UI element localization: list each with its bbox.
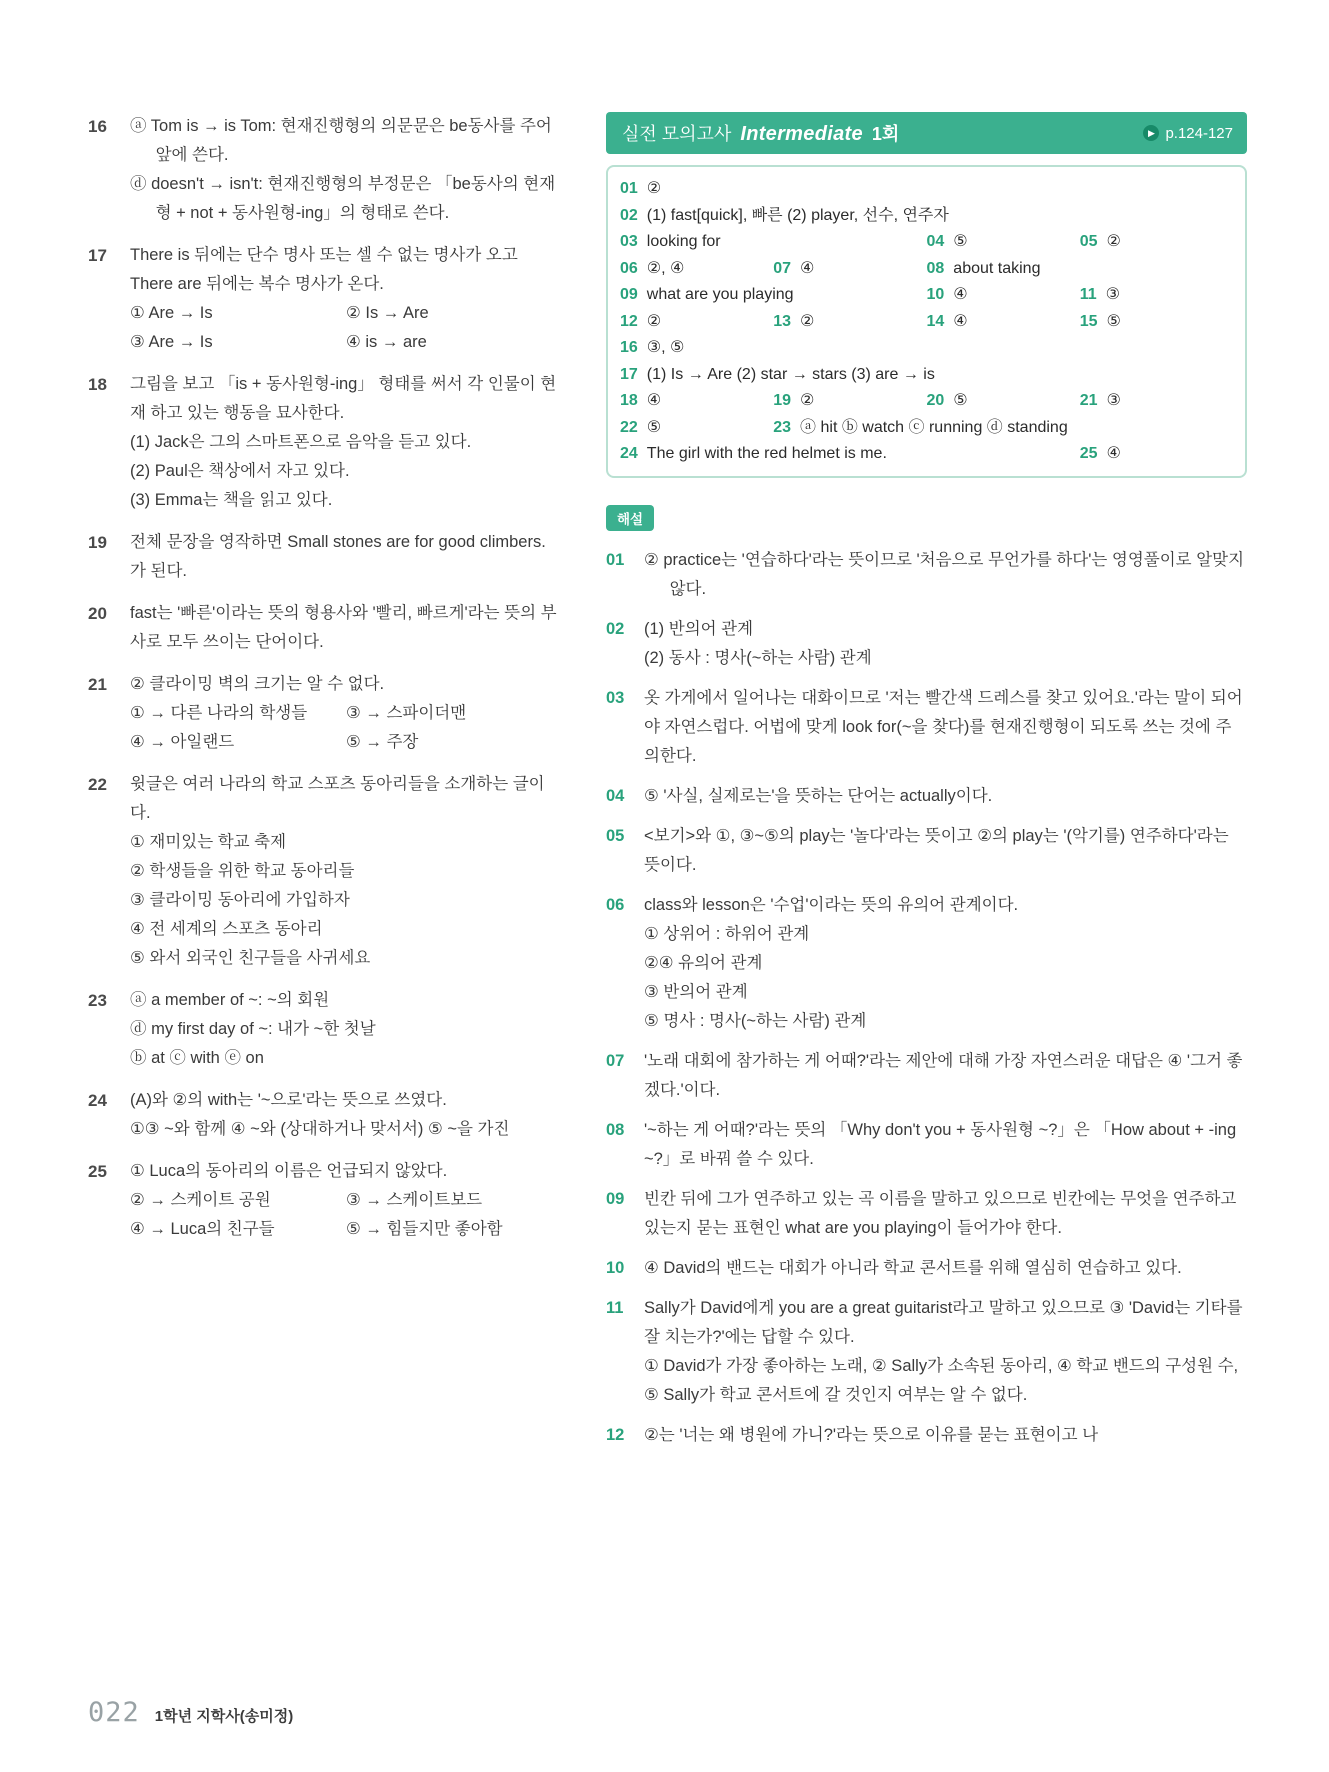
answer-number: 07 bbox=[773, 259, 792, 277]
answer-value: ④ bbox=[646, 392, 662, 409]
explanation-item bbox=[606, 891, 1247, 1036]
text-line: '~하는 게 어때?'라는 뜻의 「Why don't you + 동사원형 ~?」은 「How about + -ing ~?」로 바꿔 쓸 수 있다. bbox=[644, 1120, 1237, 1168]
page-footer bbox=[88, 1697, 293, 1728]
text-line: ④ David의 밴드는 대회가 아니라 학교 콘서트를 위해 열심히 연습하고 있다. bbox=[644, 1258, 1182, 1277]
item-number: 10 bbox=[606, 1258, 625, 1277]
item-number: 25 bbox=[88, 1162, 107, 1181]
answer-row bbox=[620, 441, 1233, 468]
item-number: 12 bbox=[606, 1425, 625, 1444]
item-body bbox=[130, 112, 562, 228]
item-number: 05 bbox=[606, 826, 625, 845]
item-body bbox=[130, 599, 562, 657]
answer-cell bbox=[620, 256, 773, 283]
option-pair-row bbox=[130, 1186, 562, 1215]
item-body bbox=[130, 670, 562, 757]
answer-number: 11 bbox=[1079, 286, 1097, 303]
answer-cell bbox=[773, 256, 926, 283]
text-line: ⑤ 명사 : 명사(~하는 사람) 관계 bbox=[644, 1011, 867, 1030]
text-line: ⓐ Tom is → is Tom: 현재진행형의 의문문은 be동사를 주어 앞에 쓴다. bbox=[130, 117, 552, 164]
text-line: ⑤ 와서 외국인 친구들을 사귀세요 bbox=[130, 949, 371, 967]
text-line: ① 상위어 : 하위어 관계 bbox=[644, 924, 810, 943]
explanation-item bbox=[606, 615, 1247, 673]
text-line: ④ 전 세계의 스포츠 동아리 bbox=[130, 920, 323, 938]
explanation-section bbox=[606, 478, 1247, 1450]
left-item bbox=[88, 112, 562, 228]
answer-value: ④ bbox=[953, 286, 968, 303]
answer-cell bbox=[1080, 229, 1233, 256]
answer-cell bbox=[1080, 441, 1233, 468]
answer-value: ② bbox=[646, 312, 662, 330]
item-number: 16 bbox=[88, 117, 107, 136]
answer-cell bbox=[927, 309, 1080, 336]
answer-number: 12 bbox=[620, 312, 638, 330]
answer-cell bbox=[773, 415, 1233, 442]
text-line: There is 뒤에는 단수 명사 또는 셀 수 없는 명사가 오고 There are 뒤에는 복수 명사가 온다. bbox=[130, 246, 518, 293]
text-line: ① Luca의 동아리의 이름은 언급되지 않았다. bbox=[130, 1162, 448, 1180]
answer-cell bbox=[620, 176, 1233, 203]
explanation-item bbox=[606, 1047, 1247, 1105]
answer-row bbox=[620, 309, 1233, 336]
answer-value: ⑤ bbox=[953, 392, 968, 409]
text-line: ⑤ '사실, 실제로는'을 뜻하는 단어는 actually이다. bbox=[644, 786, 993, 805]
answer-number: 18 bbox=[620, 392, 638, 409]
answer-value: (1) fast[quick], 빠른 (2) player, 선수, 연주자 bbox=[646, 206, 949, 224]
text-line: ③ 클라이밍 동아리에 가입하자 bbox=[130, 891, 350, 909]
answer-cell bbox=[1080, 388, 1233, 415]
item-number: 01 bbox=[606, 550, 625, 569]
item-body bbox=[130, 241, 562, 357]
mock-test-level: Intermediate bbox=[740, 123, 863, 145]
left-item bbox=[88, 1086, 562, 1144]
text-line: ① David가 가장 좋아하는 노래, ② Sally가 소속된 동아리, ④ 학교 밴드의 구성원 수, ⑤ Sally가 학교 콘서트에 갈 것인지 여부는 알 수 없다. bbox=[644, 1356, 1239, 1404]
text-line: ② 클라이밍 벽의 크기는 알 수 없다. bbox=[130, 675, 385, 693]
answer-value: ② bbox=[646, 180, 662, 197]
answer-number: 10 bbox=[926, 286, 945, 303]
item-number: 24 bbox=[88, 1091, 107, 1110]
option-pair-row bbox=[130, 328, 562, 357]
answer-value: ② bbox=[800, 392, 815, 409]
option-text: ① Are → Is bbox=[130, 304, 213, 322]
option-text: ③ → 스파이더맨 bbox=[346, 704, 467, 722]
item-number: 07 bbox=[606, 1051, 625, 1070]
explanation-item bbox=[606, 1421, 1247, 1450]
item-body bbox=[130, 770, 562, 973]
answer-cell bbox=[620, 203, 1233, 230]
item-number: 11 bbox=[606, 1298, 624, 1317]
item-body bbox=[130, 1086, 562, 1144]
text-line: 옷 가게에서 일어나는 대화이므로 '저는 빨간색 드레스를 찾고 있어요.'라는 말이 되어야 자연스럽다. 어법에 맞게 look for(~을 찾다)를 현재진행형이 되도록 쓰는 것에 주의한다. bbox=[644, 688, 1243, 765]
option-text: ③ → 스케이트보드 bbox=[346, 1191, 483, 1209]
explanation-item bbox=[606, 546, 1247, 604]
answer-number: 19 bbox=[773, 392, 792, 409]
answer-row bbox=[620, 388, 1233, 415]
item-number: 08 bbox=[606, 1120, 625, 1139]
item-number: 02 bbox=[606, 619, 625, 638]
answer-number: 01 bbox=[620, 180, 638, 197]
page-reference-text: p.124-127 bbox=[1165, 124, 1233, 142]
item-number: 18 bbox=[88, 375, 107, 394]
answer-cell bbox=[1080, 309, 1233, 336]
answer-number: 14 bbox=[926, 312, 945, 330]
item-body bbox=[130, 528, 562, 586]
answer-cell bbox=[927, 388, 1080, 415]
answer-value: ⓐ hit ⓑ watch ⓒ running ⓓ standing bbox=[800, 418, 1068, 436]
answer-cell bbox=[620, 415, 773, 442]
item-number: 23 bbox=[88, 991, 107, 1010]
left-item bbox=[88, 670, 562, 757]
answer-cell bbox=[620, 282, 927, 309]
option-text: ④ → Luca의 친구들 bbox=[130, 1220, 275, 1238]
explanation-badge: 해설 bbox=[606, 505, 654, 531]
left-item bbox=[88, 986, 562, 1073]
text-line: ⓓ my first day of ~: 내가 ~한 첫날 bbox=[130, 1020, 376, 1038]
answer-row bbox=[620, 176, 1233, 203]
item-number: 17 bbox=[88, 246, 107, 265]
text-line: '노래 대회에 참가하는 게 어때?'라는 제안에 대해 가장 자연스러운 대답은 ④ '그거 좋겠다.'이다. bbox=[644, 1051, 1243, 1099]
answer-number: 03 bbox=[620, 233, 638, 250]
answer-number: 09 bbox=[620, 286, 638, 303]
answer-cell bbox=[773, 309, 926, 336]
option-pair-row bbox=[130, 1215, 562, 1244]
page-number: 022 bbox=[88, 1697, 140, 1728]
answer-value: about taking bbox=[953, 259, 1041, 277]
answer-cell bbox=[927, 229, 1080, 256]
answer-row bbox=[620, 256, 1233, 283]
answer-number: 02 bbox=[620, 206, 638, 224]
answer-cell bbox=[620, 362, 1233, 389]
text-line: ① 재미있는 학교 축제 bbox=[130, 833, 287, 851]
answer-value: ④ bbox=[800, 259, 815, 277]
answer-box bbox=[606, 165, 1247, 478]
play-circle-icon: ▶ bbox=[1143, 125, 1159, 141]
text-line: (1) 반의어 관계 bbox=[644, 619, 754, 638]
answer-number: 05 bbox=[1079, 233, 1098, 250]
explanation-item bbox=[606, 782, 1247, 811]
left-item bbox=[88, 370, 562, 515]
answer-value: ③ bbox=[1106, 392, 1121, 409]
answer-number: 08 bbox=[926, 259, 945, 277]
answer-number: 24 bbox=[620, 445, 638, 462]
answer-number: 21 bbox=[1079, 392, 1098, 409]
text-line: class와 lesson은 '수업'이라는 뜻의 유의어 관계이다. bbox=[644, 895, 1019, 914]
explanation-item bbox=[606, 1294, 1247, 1410]
footer-publisher-label: 1학년 지학사(송미정) bbox=[154, 1708, 294, 1725]
item-body bbox=[644, 1116, 1247, 1174]
left-column bbox=[88, 112, 562, 1461]
answer-cell bbox=[620, 388, 773, 415]
answer-value: ④ bbox=[1106, 445, 1121, 462]
text-line: fast는 '빠른'이라는 뜻의 형용사와 '빨리, 빠르게'라는 뜻의 부사로 모두 쓰이는 단어이다. bbox=[130, 604, 557, 651]
text-line: (2) Paul은 책상에서 자고 있다. bbox=[130, 462, 350, 480]
mock-test-title-kr: 실전 모의고사 bbox=[622, 124, 732, 144]
option-text: ④ is → are bbox=[346, 333, 427, 351]
answer-value: ② bbox=[800, 312, 815, 330]
text-line: ⓐ a member of ~: ~의 회원 bbox=[130, 991, 330, 1009]
text-line: ②는 '너는 왜 병원에 가니?'라는 뜻으로 이유를 묻는 표현이고 나 bbox=[644, 1425, 1099, 1444]
option-text: ② Is → Are bbox=[346, 304, 429, 322]
explanation-item bbox=[606, 822, 1247, 880]
text-line: ①③ ~와 함께 ④ ~와 (상대하거나 맞서서) ⑤ ~을 가진 bbox=[130, 1120, 510, 1138]
text-line: (A)와 ②의 with는 '~으로'라는 뜻으로 쓰였다. bbox=[130, 1091, 447, 1109]
text-line: ② 학생들을 위한 학교 동아리들 bbox=[130, 862, 355, 880]
answer-number: 20 bbox=[926, 392, 945, 409]
item-number: 21 bbox=[88, 675, 107, 694]
item-body bbox=[644, 1254, 1247, 1283]
item-body bbox=[644, 1421, 1247, 1450]
explanation-list bbox=[606, 546, 1247, 1450]
option-pair-row bbox=[130, 299, 562, 328]
answer-value: ③, ⑤ bbox=[646, 339, 685, 356]
item-number: 19 bbox=[88, 533, 107, 552]
answer-number: 06 bbox=[620, 259, 638, 277]
item-body bbox=[644, 615, 1247, 673]
option-text: ② → 스케이트 공원 bbox=[130, 1191, 271, 1209]
answer-row bbox=[620, 335, 1233, 362]
answer-cell bbox=[927, 282, 1080, 309]
left-item bbox=[88, 599, 562, 657]
option-text: ③ Are → Is bbox=[130, 333, 213, 351]
item-body bbox=[644, 822, 1247, 880]
item-body bbox=[644, 1294, 1247, 1410]
text-line: 전체 문장을 영작하면 Small stones are for good climbers. 가 된다. bbox=[130, 533, 546, 580]
answer-row bbox=[620, 203, 1233, 230]
option-text: ⑤ → 힘들지만 좋아함 bbox=[346, 1220, 503, 1238]
text-line: <보기>와 ①, ③~⑤의 play는 '놀다'라는 뜻이고 ②의 play는 '(악기를) 연주하다'라는 뜻이다. bbox=[644, 826, 1229, 874]
item-number: 04 bbox=[606, 786, 625, 805]
mock-test-round: 1회 bbox=[871, 124, 900, 144]
answer-number: 15 bbox=[1079, 312, 1098, 330]
item-body bbox=[644, 1185, 1247, 1243]
left-item bbox=[88, 528, 562, 586]
mock-test-header bbox=[606, 112, 1247, 154]
answer-number: 22 bbox=[620, 418, 638, 436]
answer-number: 23 bbox=[773, 418, 792, 436]
item-body bbox=[644, 891, 1247, 1036]
left-item bbox=[88, 241, 562, 357]
answer-number: 25 bbox=[1079, 445, 1098, 462]
text-line: ③ 반의어 관계 bbox=[644, 982, 748, 1001]
text-line: ②④ 유의어 관계 bbox=[644, 953, 763, 972]
text-line: ⓓ doesn't → isn't: 현재진행형의 부정문은 「be동사의 현재형 + not + 동사원형-ing」의 형태로 쓴다. bbox=[130, 175, 556, 222]
explanation-item bbox=[606, 1185, 1247, 1243]
item-body bbox=[644, 1047, 1247, 1105]
answer-value: ②, ④ bbox=[646, 259, 685, 277]
text-line: 윗글은 여러 나라의 학교 스포츠 동아리들을 소개하는 글이다. bbox=[130, 775, 545, 822]
explanation-item bbox=[606, 684, 1247, 771]
option-text: ④ → 아일랜드 bbox=[130, 733, 235, 751]
explanation-item bbox=[606, 1254, 1247, 1283]
answer-row bbox=[620, 415, 1233, 442]
explanation-item bbox=[606, 1116, 1247, 1174]
answer-value: ④ bbox=[953, 312, 968, 330]
right-column bbox=[606, 112, 1247, 1461]
answer-cell bbox=[620, 441, 1080, 468]
answer-value: what are you playing bbox=[646, 286, 794, 303]
answer-cell bbox=[1080, 282, 1233, 309]
answer-value: The girl with the red helmet is me. bbox=[646, 445, 887, 462]
text-line: ⓑ at ⓒ with ⓔ on bbox=[130, 1049, 264, 1067]
answer-number: 13 bbox=[773, 312, 792, 330]
item-number: 22 bbox=[88, 775, 107, 794]
answer-row bbox=[620, 362, 1233, 389]
answer-value: (1) Is → Are (2) star → stars (3) are → is bbox=[646, 365, 935, 383]
answer-cell bbox=[773, 388, 926, 415]
text-line: (1) Jack은 그의 스마트폰으로 음악을 듣고 있다. bbox=[130, 433, 472, 451]
left-item bbox=[88, 1157, 562, 1244]
item-number: 03 bbox=[606, 688, 625, 707]
answer-number: 16 bbox=[620, 339, 638, 356]
option-pair-row bbox=[130, 728, 562, 757]
option-pair-row bbox=[130, 699, 562, 728]
left-item bbox=[88, 770, 562, 973]
answer-number: 04 bbox=[926, 233, 945, 250]
answer-cell bbox=[620, 229, 927, 256]
page-reference bbox=[1143, 125, 1233, 142]
option-text: ⑤ → 주장 bbox=[346, 733, 419, 751]
text-line: (2) 동사 : 명사(~하는 사람) 관계 bbox=[644, 648, 872, 667]
item-body bbox=[130, 370, 562, 515]
answer-cell bbox=[620, 309, 773, 336]
item-number: 09 bbox=[606, 1189, 625, 1208]
text-line: 빈칸 뒤에 그가 연주하고 있는 곡 이름을 말하고 있으므로 빈칸에는 무엇을 연주하고 있는지 묻는 표현인 what are you playing이 들어가야 한다. bbox=[644, 1189, 1237, 1237]
answer-value: looking for bbox=[646, 233, 721, 250]
answer-value: ⑤ bbox=[1106, 312, 1121, 330]
option-text: ① → 다른 나라의 학생들 bbox=[130, 704, 308, 722]
item-number: 06 bbox=[606, 895, 625, 914]
item-body bbox=[130, 1157, 562, 1244]
answer-value: ② bbox=[1106, 233, 1121, 250]
answer-value: ③ bbox=[1105, 286, 1121, 303]
text-line: (3) Emma는 책을 읽고 있다. bbox=[130, 491, 333, 509]
text-line: Sally가 David에게 you are a great guitarist라고 말하고 있으므로 ③ 'David는 기타를 잘 치는가?'에는 답할 수 있다. bbox=[644, 1298, 1243, 1346]
item-body bbox=[130, 986, 562, 1073]
answer-row bbox=[620, 282, 1233, 309]
item-body bbox=[644, 782, 1247, 811]
mock-test-title bbox=[622, 120, 899, 146]
answer-cell bbox=[620, 335, 1233, 362]
text-line: ② practice는 '연습하다'라는 뜻이므로 '처음으로 무언가를 하다'는 영영풀이로 알맞지 않다. bbox=[644, 550, 1245, 598]
answer-number: 17 bbox=[620, 365, 638, 383]
answer-value: ⑤ bbox=[953, 233, 968, 250]
answer-cell bbox=[927, 256, 1234, 283]
item-body bbox=[644, 684, 1247, 771]
item-number: 20 bbox=[88, 604, 107, 623]
item-body bbox=[644, 546, 1247, 604]
text-line: 그림을 보고 「is + 동사원형-ing」 형태를 써서 각 인물이 현재 하고 있는 행동을 묘사한다. bbox=[130, 375, 557, 422]
answer-value: ⑤ bbox=[646, 418, 662, 436]
answer-row bbox=[620, 229, 1233, 256]
